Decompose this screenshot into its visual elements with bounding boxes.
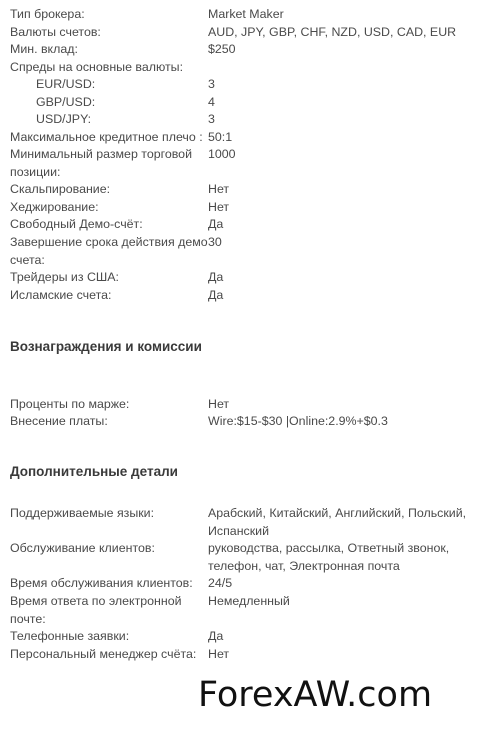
label: Обслуживание клиентов: [10, 541, 155, 555]
value: Да [208, 629, 224, 643]
label: GBP/USD: [36, 95, 96, 109]
label: Максимальное кредитное плечо : [10, 130, 203, 144]
value: 3 [208, 77, 215, 91]
label: Хеджирование: [10, 200, 99, 214]
value: Арабский, Китайский, Английский, Польский, Испанский [208, 506, 467, 538]
label: USD/JPY: [36, 112, 92, 126]
label: Свободный Демо-счёт: [10, 217, 143, 231]
value: 24/5 [208, 576, 233, 590]
label: Персональный менеджер счёта: [10, 647, 197, 661]
value: Market Maker [208, 7, 284, 21]
label: Поддерживаемые языки: [10, 506, 155, 520]
label: Завершение срока действия демо счета: [10, 235, 208, 267]
label: Минимальный размер торговой позиции: [10, 147, 192, 179]
value: 50:1 [208, 130, 233, 144]
value: Да [208, 288, 224, 302]
value: Да [208, 270, 224, 284]
value: Немедленный [208, 594, 290, 608]
value: Нет [208, 200, 230, 214]
value: $250 [208, 42, 236, 56]
value: руководства, рассылка, Ответный звонок, телефон, чат, Электронная почта [208, 541, 450, 573]
section-heading-details: Дополнительные детали [10, 464, 178, 479]
value: Нет [208, 397, 230, 411]
label: Валюты счетов: [10, 25, 101, 39]
label: Мин. вклад: [10, 42, 78, 56]
label: Время обслуживания клиентов: [10, 576, 193, 590]
label: Трейдеры из США: [10, 270, 119, 284]
value: 4 [208, 95, 215, 109]
label: Проценты по марже: [10, 397, 130, 411]
value: Нет [208, 182, 230, 196]
label: Внесение платы: [10, 414, 108, 428]
label: Время ответа по электронной почте: [10, 594, 182, 626]
value: AUD, JPY, GBP, CHF, NZD, USD, CAD, EUR [208, 25, 457, 39]
label: Скальпирование: [10, 182, 111, 196]
value: 3 [208, 112, 215, 126]
section-heading-fees: Вознаграждения и комиссии [10, 339, 202, 354]
label: Исламские счета: [10, 288, 112, 302]
value: Нет [208, 647, 230, 661]
label: EUR/USD: [36, 77, 96, 91]
label: Телефонные заявки: [10, 629, 130, 643]
value: 30 [208, 235, 222, 249]
watermark-logo: ForexAW.com [198, 675, 433, 715]
value: 1000 [208, 147, 236, 161]
label: Тип брокера: [10, 7, 85, 21]
value: Да [208, 217, 224, 231]
label: Спреды на основные валюты: [10, 60, 184, 74]
value: Wire:$15-$30 |Online:2.9%+$0.3 [208, 414, 388, 428]
